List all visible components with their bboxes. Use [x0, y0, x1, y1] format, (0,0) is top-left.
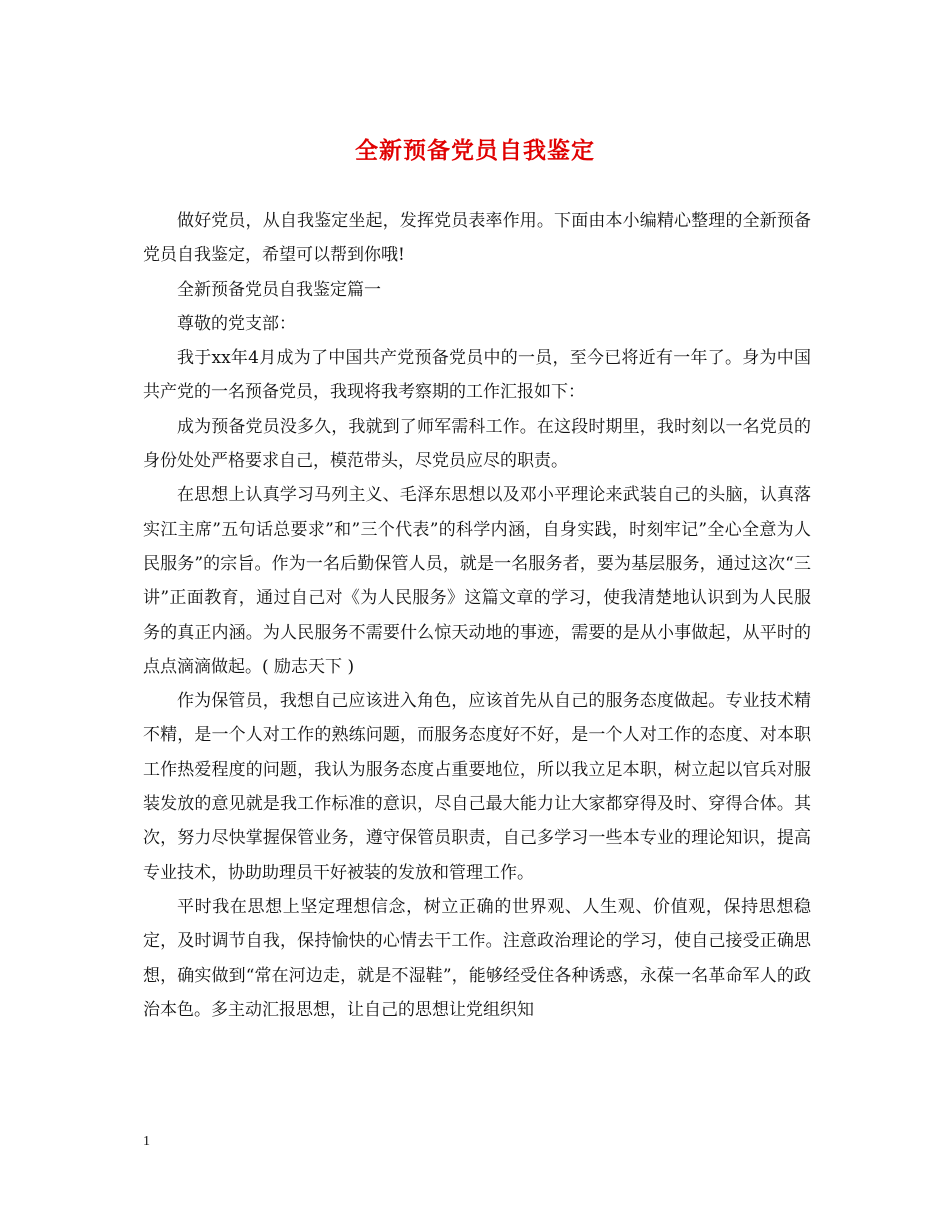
paragraph-custodian: 作为保管员，我想自己应该进入角色，应该首先从自己的服务态度做起。专业技术精不精，是一个人对工作的熟练问题，而服务态度好不好，是一个人对工作的态度、对本职工作热爱程度的问题，我认为服务态度占重要地位，所以我立足本职，树立起以官兵对服装发放的意见就是我工作标准的意识，尽自己最大能力让大家都穿得及时、穿得合体。其次，努力尽快掌握保管业务，遵守保管员职责，自己多学习一些本专业的理论知识，提高专业技术，协助助理员干好被装的发放和管理工作。 — [143, 691, 811, 883]
document-body — [143, 204, 811, 1027]
paragraph-section-heading: 全新预备党员自我鉴定篇一 — [177, 279, 381, 300]
paragraph-work-start: 成为预备党员没多久，我就到了师军需科工作。在这段时期里，我时刻以一名党员的身份处处严格要求自己，模范带头，尽党员应尽的职责。 — [143, 416, 811, 472]
paragraph-salutation: 尊敬的党支部： — [177, 313, 296, 334]
paragraph-report-intro: 我于xx年4月成为了中国共产党预备党员中的一员，至今已将近有一年了。身为中国共产党的一名预备党员，我现将我考察期的工作汇报如下： — [143, 348, 811, 403]
paragraph-daily: 平时我在思想上坚定理想信念，树立正确的世界观、人生观、价值观，保持思想稳定，及时调节自我，保持愉快的心情去干工作。注意政治理论的学习，使自己接受正确思想，确实做到“常在河边走，就是不湿鞋”，能够经受住各种诱惑，永葆一名革命军人的政治本色。多主动汇报思想，让自己的思想让党组织知 — [143, 896, 811, 1020]
page-number: 1 — [143, 1134, 150, 1149]
document-title: 全新预备党员自我鉴定 — [355, 137, 595, 164]
paragraph-ideology: 在思想上认真学习马列主义、毛泽东思想以及邓小平理论来武装自己的头脑，认真落实江主席”五句话总要求”和”三个代表”的科学内涵，自身实践，时刻牢记”全心全意为人民服务”的宗旨。作为一名后勤保管人员，就是一名服务者，要为基层服务，通过这次“三讲”正面教育，通过自己对《为人民服务》这篇文章的学习，使我清楚地认识到为人民服务的真正内涵。为人民服务不需要什么惊天动地的事迹，需要的是从小事做起，从平时的点点滴滴做起。( 励志天下 ) — [143, 485, 811, 677]
paragraph-intro: 做好党员，从自我鉴定坐起，发挥党员表率作用。下面由本小编精心整理的全新预备党员自我鉴定，希望可以帮到你哦! — [143, 211, 811, 266]
